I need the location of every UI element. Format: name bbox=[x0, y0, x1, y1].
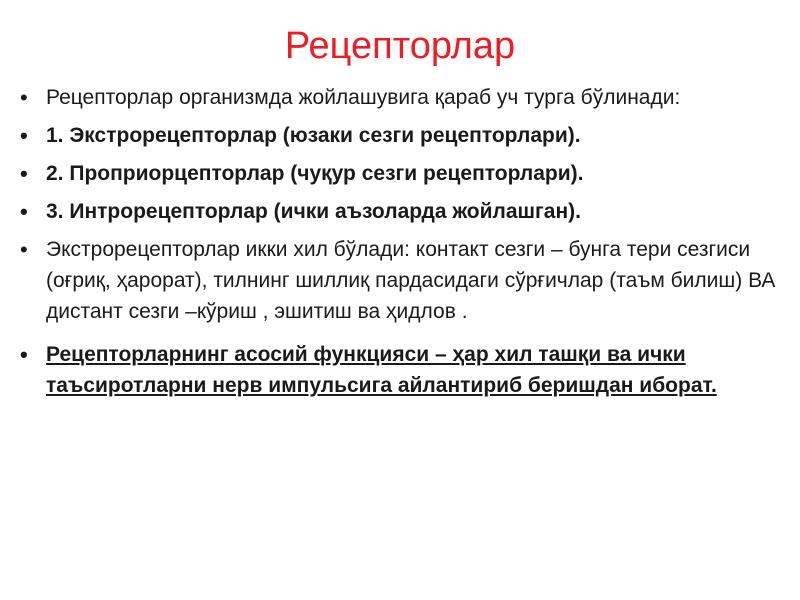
bullet-dot: • bbox=[20, 123, 28, 148]
bullet-text: 1. Экстрорецепторлар (юзаки сезги рецепторлари). bbox=[46, 124, 581, 147]
bullet-dot: • bbox=[20, 161, 28, 186]
bullet-item bbox=[20, 158, 785, 189]
bullet-item bbox=[20, 82, 785, 113]
bullet-dot: • bbox=[20, 85, 28, 110]
bullet-text: Рецепторларнинг асосий функцияси – ҳар хил ташқи ва ички таъсиротларни нерв импульсига айлантириб беришдан иборат. bbox=[46, 343, 717, 397]
bullet-text: 3. Интрорецепторлар (ички аъзоларда жойлашган). bbox=[46, 200, 581, 223]
slide-title: Рецепторлар bbox=[284, 25, 516, 67]
bullet-text: 2. Проприорцепторлар (чуқур сезги рецепторлари). bbox=[46, 162, 584, 185]
bullet-dot: • bbox=[20, 342, 28, 367]
bullet-item bbox=[20, 196, 785, 227]
bullet-item bbox=[20, 234, 785, 327]
bullet-item bbox=[20, 339, 785, 401]
bullet-list bbox=[20, 82, 785, 408]
bullet-text: Рецепторлар организмда жойлашувига қараб уч турга бўлинади: bbox=[46, 86, 681, 109]
bullet-text: Экстрорецепторлар икки хил бўлади: контакт сезги – бунга тери сезгиси (оғриқ, ҳарорат), тилнинг шиллиқ пардасидаги сўрғичлар (таъм билиш) ВА дистант сезги –кўриш , эшитиш ва ҳидлов . bbox=[46, 238, 776, 323]
bullet-dot: • bbox=[20, 237, 28, 262]
bullet-item bbox=[20, 120, 785, 151]
bullet-dot: • bbox=[20, 199, 28, 224]
